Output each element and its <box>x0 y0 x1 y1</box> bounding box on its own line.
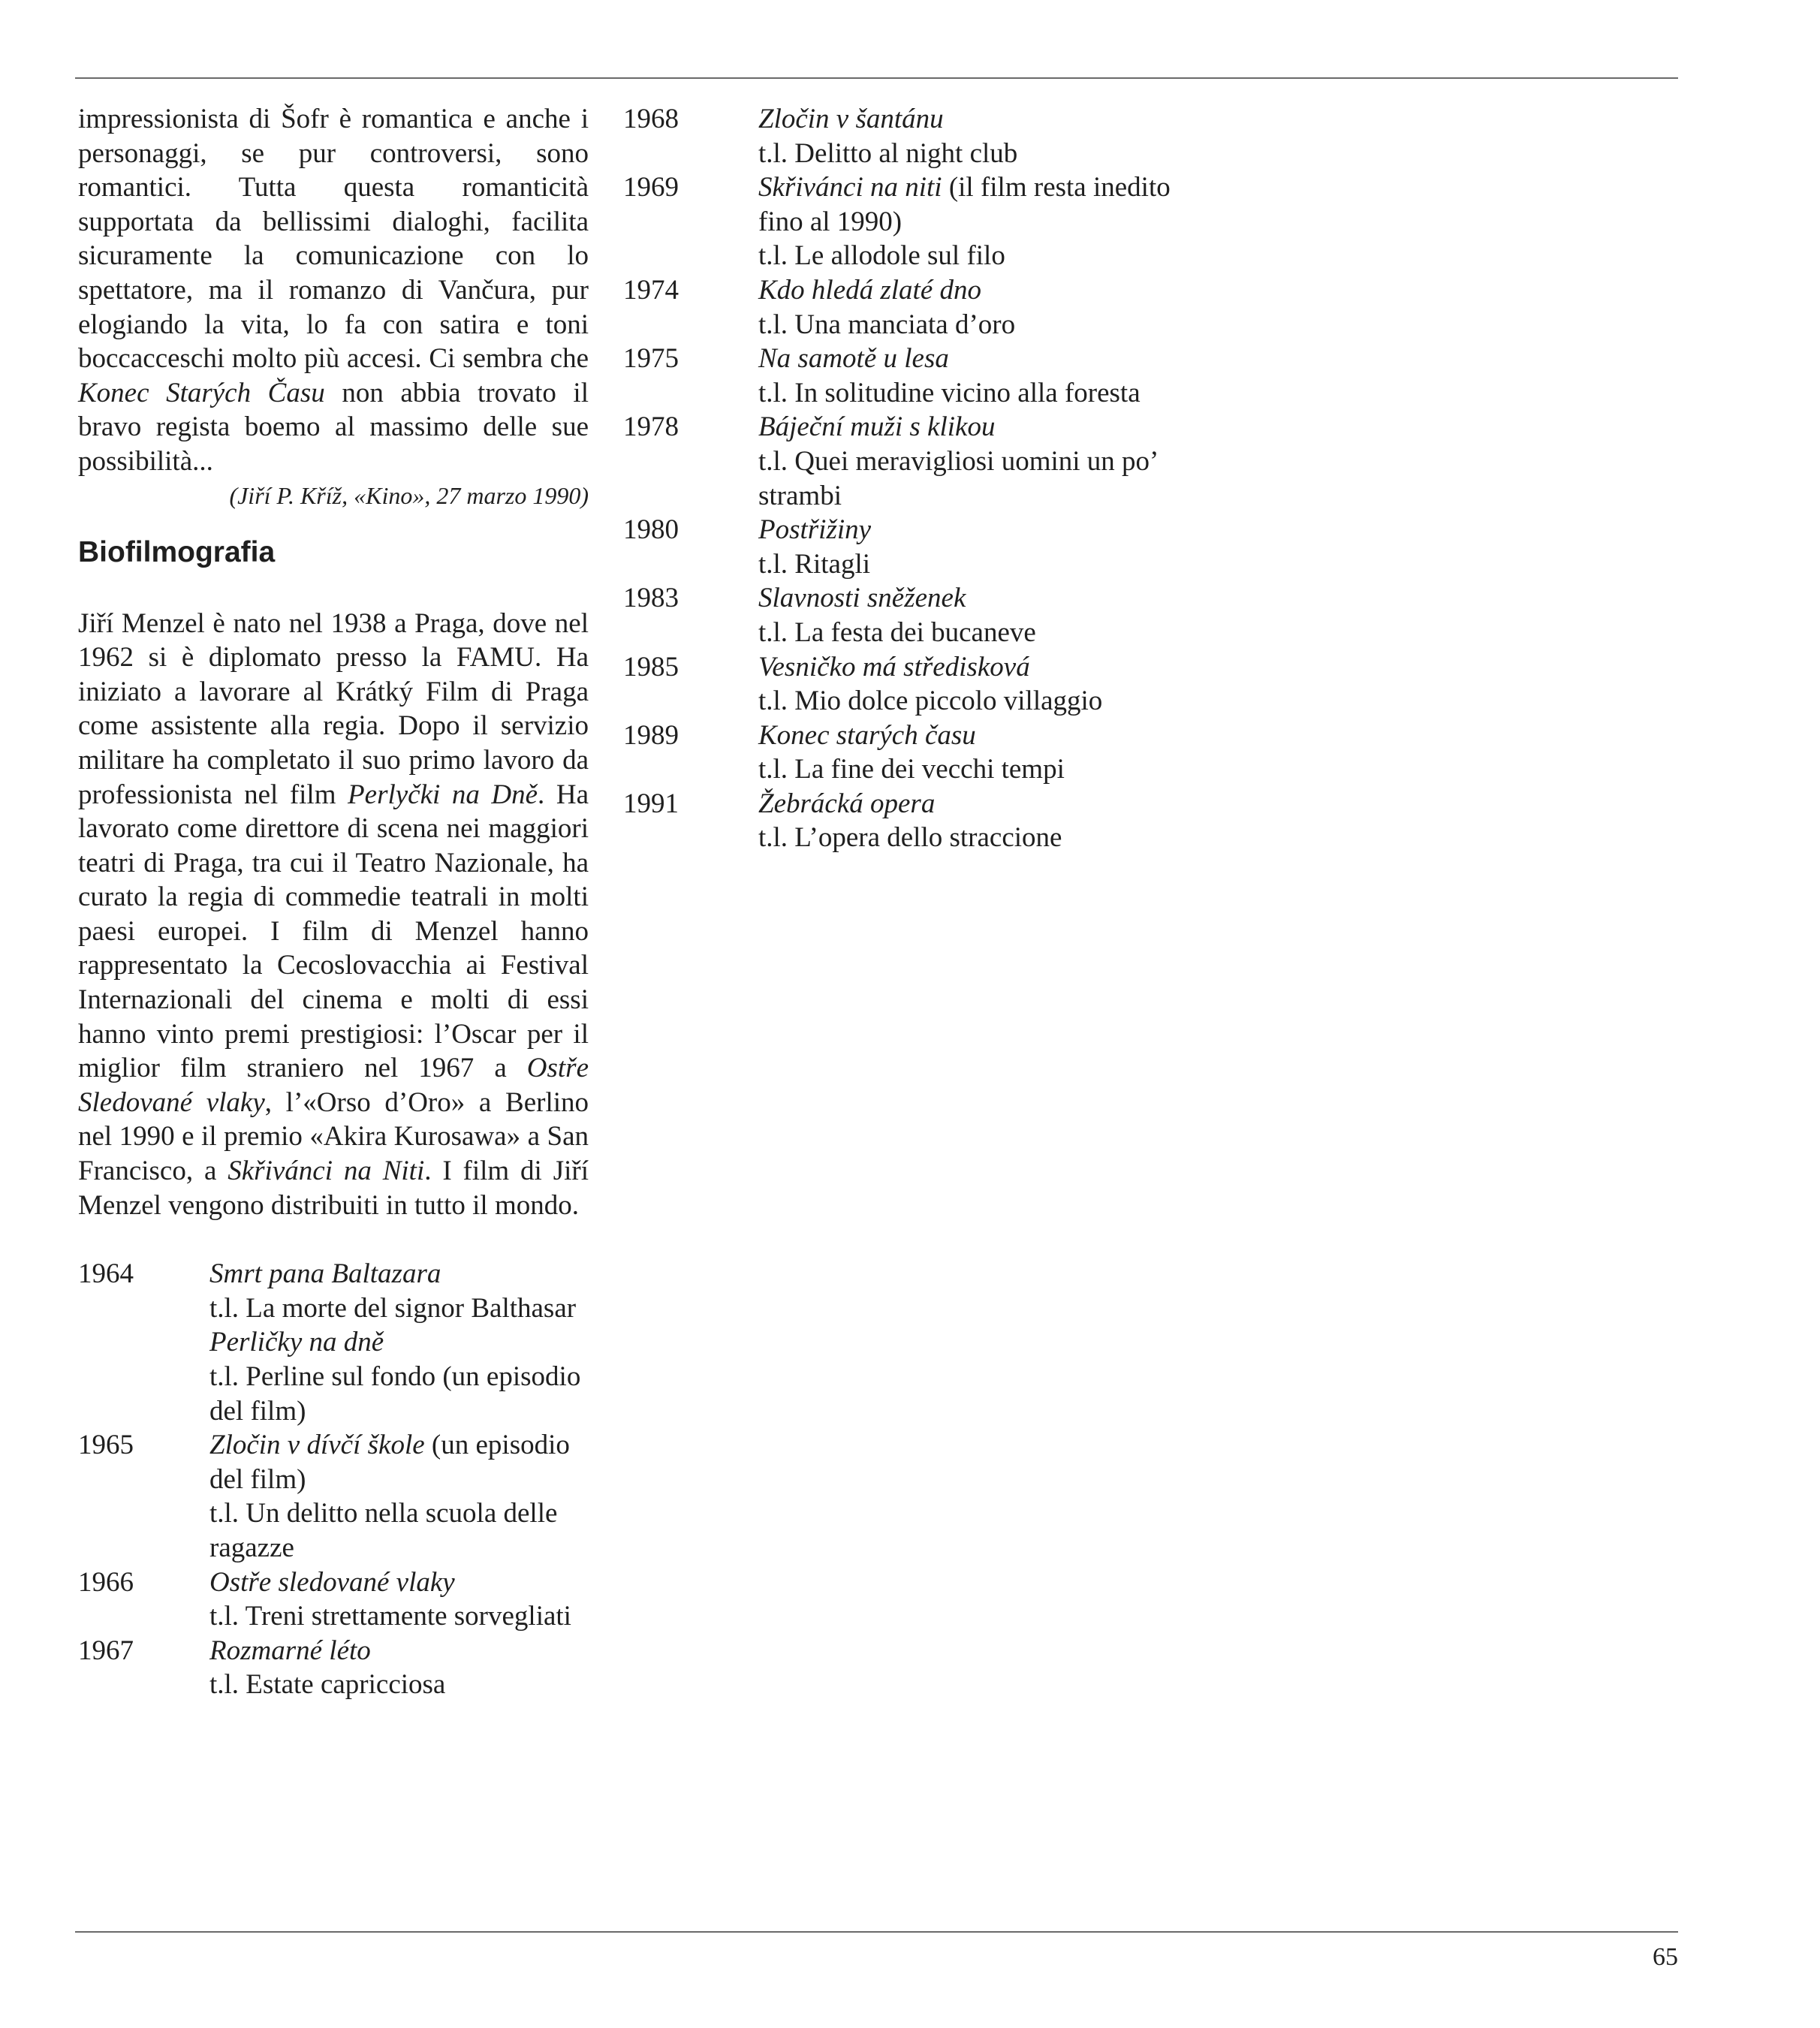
film-year: 1964 <box>78 1258 134 1290</box>
filmography-entry <box>623 650 1194 719</box>
film-translated-title: t.l. Estate capricciosa <box>209 1669 446 1701</box>
film-year: 1980 <box>623 514 679 546</box>
film-title-line <box>758 410 1194 444</box>
review-citation: (Jiří P. Kříž, «Kino», 27 marzo 1990) <box>229 481 589 509</box>
film-title-line <box>758 513 1194 547</box>
film-year: 1974 <box>623 274 679 306</box>
film-year: 1965 <box>78 1430 134 1461</box>
film-year: 1966 <box>78 1566 134 1598</box>
review-text: impressionista di Šofr è romantica e anche i personaggi, se pur controversi, sono romantici. Tutta questa romanticità supportata da bellissimi dialoghi, facilita sicuramente la comunicazione con lo spettatore, ma il romanzo di Vančura, pur elogiando la vita, lo fa con satira e toni boccacceschi molto più accesi. Ci sembra che <box>78 104 589 375</box>
filmography-entry <box>623 102 1194 170</box>
film-title: Zločin v dívčí škole <box>209 1430 425 1461</box>
filmography-entry <box>623 787 1194 855</box>
film-title-line <box>758 650 1194 685</box>
bio-film-title-1: Perlyčki na Dně <box>348 779 538 810</box>
bio-text-4: . I film di Jiří Menzel vengono distribuiti in tutto il mondo. <box>78 1156 589 1221</box>
film-title-line <box>758 273 1194 308</box>
page-number: 65 <box>1653 1943 1678 1971</box>
film-title-line <box>209 1325 589 1360</box>
film-title: Rozmarné léto <box>209 1635 371 1666</box>
film-note: (un episodio del film) <box>209 1430 570 1495</box>
film-title-line <box>758 342 1194 376</box>
film-title-line <box>209 1257 589 1291</box>
bottom-rule <box>75 1931 1678 1933</box>
bio-film-title-2: Ostře Sledované vlaky <box>78 1053 589 1118</box>
film-title: Postřižiny <box>758 514 872 546</box>
film-translated-title: t.l. La fine dei vecchi tempi <box>758 754 1065 785</box>
review-film-title: Konec Starých Času <box>78 377 325 408</box>
film-translated-title: t.l. Mio dolce piccolo villaggio <box>758 686 1103 717</box>
filmography-entry <box>623 513 1194 581</box>
film-title-line <box>209 1565 589 1600</box>
film-translated-title: t.l. L’opera dello straccione <box>758 822 1062 854</box>
top-rule <box>75 77 1678 79</box>
bio-film-title-3: Skřivánci na Niti <box>228 1156 425 1187</box>
film-details <box>758 102 1194 170</box>
review-text-end: non abbia trovato il bravo regista boemo al massimo delle sue possibilità... <box>78 377 589 477</box>
film-title: Slavnosti sněženek <box>758 583 966 614</box>
film-title-line <box>209 1634 589 1668</box>
film-translated-title: t.l. Le allodole sul filo <box>758 240 1005 272</box>
film-translated-title: t.l. Perline sul fondo (un episodio del film) <box>209 1361 581 1427</box>
film-title: Vesničko má středisková <box>758 651 1030 683</box>
film-translated-title: t.l. Una manciata d’oro <box>758 309 1016 340</box>
film-year: 1975 <box>623 343 679 375</box>
biography-paragraph <box>78 607 589 1223</box>
filmography-entry <box>623 719 1194 787</box>
film-translated-title: t.l. Delitto al night club <box>758 137 1018 169</box>
bio-text-1: Jiří Menzel è nato nel 1938 a Praga, dove nel 1962 si è diplomato presso la FAMU. Ha iniziato a lavorare al Krátký Film di Praga come assistente alla regia. Dopo il servizio militare ha completato il suo primo lavoro da professionista nel film <box>78 607 589 810</box>
review-paragraph <box>78 102 589 479</box>
film-year: 1967 <box>78 1635 134 1666</box>
filmography-list-right <box>623 102 1194 855</box>
filmography-entry <box>78 1565 589 1634</box>
film-title: Smrt pana Baltazara <box>209 1258 441 1290</box>
filmography-entry <box>623 410 1194 513</box>
filmography-entry <box>623 342 1194 410</box>
film-title: Perličky na dně <box>209 1327 384 1358</box>
filmography-entry <box>78 1257 589 1325</box>
film-details <box>758 650 1194 719</box>
film-year: 1985 <box>623 651 679 683</box>
film-details <box>209 1565 589 1634</box>
film-title: Žebrácká opera <box>758 788 936 819</box>
film-details <box>209 1634 589 1702</box>
film-year: 1969 <box>623 172 679 203</box>
film-translated-title: t.l. La festa dei bucaneve <box>758 616 1036 648</box>
film-details <box>758 513 1194 581</box>
filmography-entry <box>78 1634 589 1702</box>
film-title-line <box>758 102 1194 137</box>
film-details <box>758 273 1194 342</box>
filmography-entry <box>623 273 1194 342</box>
film-translated-title: t.l. La morte del signor Balthasar <box>209 1292 577 1324</box>
film-translated-title: t.l. Un delitto nella scuola delle ragazze <box>209 1498 558 1563</box>
film-year: 1991 <box>623 788 679 819</box>
film-title: Zločin v šantánu <box>758 104 944 134</box>
film-details <box>758 170 1194 273</box>
film-translated-title: t.l. In solitudine vicino alla foresta <box>758 377 1141 408</box>
section-heading: Biofilmografia <box>78 535 276 568</box>
film-year: 1989 <box>623 719 679 751</box>
film-translated-title: t.l. Ritagli <box>758 548 871 580</box>
film-details <box>209 1257 589 1325</box>
filmography-entry <box>78 1325 589 1428</box>
film-title: Ostře sledované vlaky <box>209 1566 455 1598</box>
film-title: Kdo hledá zlaté dno <box>758 274 982 306</box>
film-details <box>758 410 1194 513</box>
film-translated-title: t.l. Treni strettamente sorvegliati <box>209 1601 571 1632</box>
film-details <box>758 342 1194 410</box>
film-title: Na samotě u lesa <box>758 343 949 375</box>
film-details <box>209 1325 589 1428</box>
bio-text-2: . Ha lavorato come direttore di scena nei maggiori teatri di Praga, tra cui il Teatro Nazionale, ha curato la regia di commedie teatrali in molti paesi europei. I film di Menzel hanno rappresentato la Cecoslovacchia ai Festival Internazionali del cinema e molti di essi hanno vinto premi prestigiosi: l’Oscar per il miglior film straniero nel 1967 a <box>78 779 589 1084</box>
film-year: 1968 <box>623 104 679 134</box>
film-title-line <box>758 719 1194 753</box>
film-title-line <box>758 170 1194 239</box>
film-details <box>209 1428 589 1565</box>
film-details <box>758 719 1194 787</box>
film-year: 1983 <box>623 583 679 614</box>
film-details <box>758 787 1194 855</box>
film-title: Skřivánci na niti <box>758 172 942 203</box>
film-translated-title: t.l. Quei meravigliosi uomini un po’ strambi <box>758 445 1157 511</box>
right-column <box>623 102 1194 855</box>
film-details <box>758 581 1194 649</box>
film-title-line <box>209 1428 589 1496</box>
film-year: 1978 <box>623 411 679 443</box>
film-year <box>78 1325 209 1428</box>
film-note: (il film resta inedito fino al 1990) <box>758 172 1171 237</box>
left-column <box>78 102 589 1702</box>
filmography-entry <box>623 170 1194 273</box>
film-title: Konec starých času <box>758 719 976 751</box>
filmography-entry <box>78 1428 589 1565</box>
filmography-list-left <box>78 1257 589 1702</box>
filmography-entry <box>623 581 1194 649</box>
film-title: Báječní muži s klikou <box>758 411 996 443</box>
film-title-line <box>758 581 1194 616</box>
film-title-line <box>758 787 1194 821</box>
bio-text-3: , l’«Orso d’Oro» a Berlino nel 1990 e il premio «Akira Kurosawa» a San Francisco, a <box>78 1086 589 1187</box>
